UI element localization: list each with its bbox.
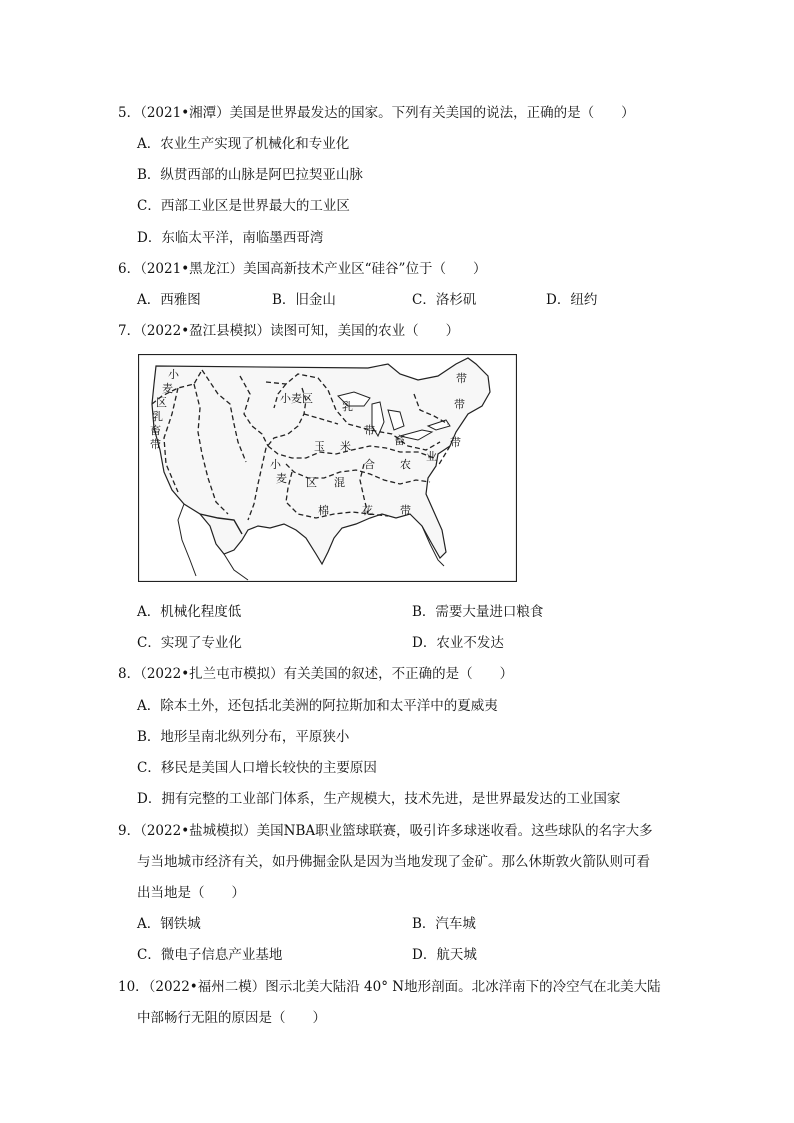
question-9-option-d[interactable]: D．航天城 (412, 947, 477, 963)
question-9-stem-line-1: 9．（2022•盐城模拟）美国NBA职业篮球联赛，吸引许多球迷收看。这些球队的名字大多 (118, 823, 653, 839)
question-10-stem-line-2: 中部畅行无阻的原因是（ ） (137, 1010, 326, 1026)
map-label-mixed-1: 混 (334, 476, 345, 489)
map-label-small-wheat-nw-2: 麦 (162, 382, 173, 395)
map-label-dairy-3: 带 (454, 398, 465, 411)
map-label-small-wheat-nw-3: 区 (156, 396, 167, 409)
map-label-corn-2: 米 (340, 440, 351, 453)
question-7-option-a[interactable]: A．机械化程度低 (137, 604, 242, 620)
map-label-dairy-2: 畜 (394, 434, 405, 447)
map-label-east-dairy: 带 (456, 372, 467, 385)
question-9-option-b[interactable]: B．汽车城 (412, 916, 476, 932)
map-label-dairy-1: 乳 (342, 400, 353, 413)
map-label-winter-wheat-3: 区 (306, 476, 317, 489)
map-label-milk-west-1: 乳 (152, 410, 163, 423)
question-8-option-c[interactable]: C．移民是美国人口增长较快的主要原因 (137, 760, 377, 776)
map-label-winter-wheat-2: 麦 (276, 472, 287, 485)
question-7-option-d[interactable]: D．农业不发达 (412, 635, 504, 651)
question-7-option-b[interactable]: B．需要大量进口粮食 (412, 604, 544, 620)
question-5-option-d[interactable]: D．东临太平洋，南临墨西哥湾 (137, 230, 324, 246)
question-6-option-d[interactable]: D．纽约 (546, 292, 598, 308)
question-10-stem-line-1: 10．（2022•福州二模）图示北美大陆沿 40° N地形剖面。北冰洋南下的冷空气在北美大陆 (118, 979, 661, 995)
map-label-corn-1: 玉 (314, 440, 325, 453)
map-label-milk-west-3: 带 (150, 438, 161, 451)
question-5-option-c[interactable]: C．西部工业区是世界最大的工业区 (137, 198, 350, 214)
question-5-option-a[interactable]: A．农业生产实现了机械化和专业化 (137, 136, 350, 152)
map-label-mixed-5: 带 (450, 436, 461, 449)
question-7-stem: 7．（2022•盈江县模拟）读图可知，美国的农业（ ） (118, 323, 460, 339)
map-label-corn-3: 带 (364, 424, 375, 437)
question-9-stem-line-2: 与当地城市经济有关，如丹佛掘金队是因为当地发现了金矿。那么休斯敦火箭队则可看 (137, 854, 650, 870)
usa-agriculture-map (138, 354, 517, 582)
map-label-mixed-4: 业 (426, 450, 437, 463)
question-9-stem-line-3: 出当地是（ ） (137, 885, 245, 901)
question-6-option-a[interactable]: A．西雅图 (137, 292, 201, 308)
question-6-stem: 6．（2021•黑龙江）美国高新技术产业区“硅谷”位于（ ） (118, 261, 487, 277)
question-6-option-c[interactable]: C．洛杉矶 (412, 292, 477, 308)
map-label-small-wheat-nw-1: 小 (168, 368, 179, 381)
map-label-cotton-2: 花 (362, 504, 373, 517)
map-label-spring-wheat: 小麦区 (280, 392, 313, 405)
map-label-cotton-3: 带 (400, 504, 411, 517)
map-label-cotton-1: 棉 (318, 504, 329, 517)
map-label-winter-wheat-1: 小 (270, 458, 281, 471)
map-label-mixed-2: 合 (364, 458, 375, 471)
question-8-option-d[interactable]: D．拥有完整的工业部门体系，生产规模大，技术先进，是世界最发达的工业国家 (137, 791, 621, 807)
question-5-option-b[interactable]: B．纵贯西部的山脉是阿巴拉契亚山脉 (137, 167, 363, 183)
map-label-milk-west-2: 畜 (150, 424, 161, 437)
question-5-stem: 5．（2021•湘潭）美国是世界最发达的国家。下列有关美国的说法，正确的是（ ） (118, 105, 635, 121)
question-8-stem: 8．（2022•扎兰屯市模拟）有关美国的叙述，不正确的是（ ） (118, 666, 514, 682)
map-label-mixed-3: 农 (400, 458, 411, 471)
question-6-option-b[interactable]: B．旧金山 (272, 292, 336, 308)
question-8-option-a[interactable]: A．除本土外，还包括北美洲的阿拉斯加和太平洋中的夏威夷 (137, 698, 498, 714)
question-9-option-c[interactable]: C．微电子信息产业基地 (137, 947, 283, 963)
question-9-option-a[interactable]: A．钢铁城 (137, 916, 201, 932)
question-7-option-c[interactable]: C．实现了专业化 (137, 635, 242, 651)
question-8-option-b[interactable]: B．地形呈南北纵列分布，平原狭小 (137, 729, 350, 745)
